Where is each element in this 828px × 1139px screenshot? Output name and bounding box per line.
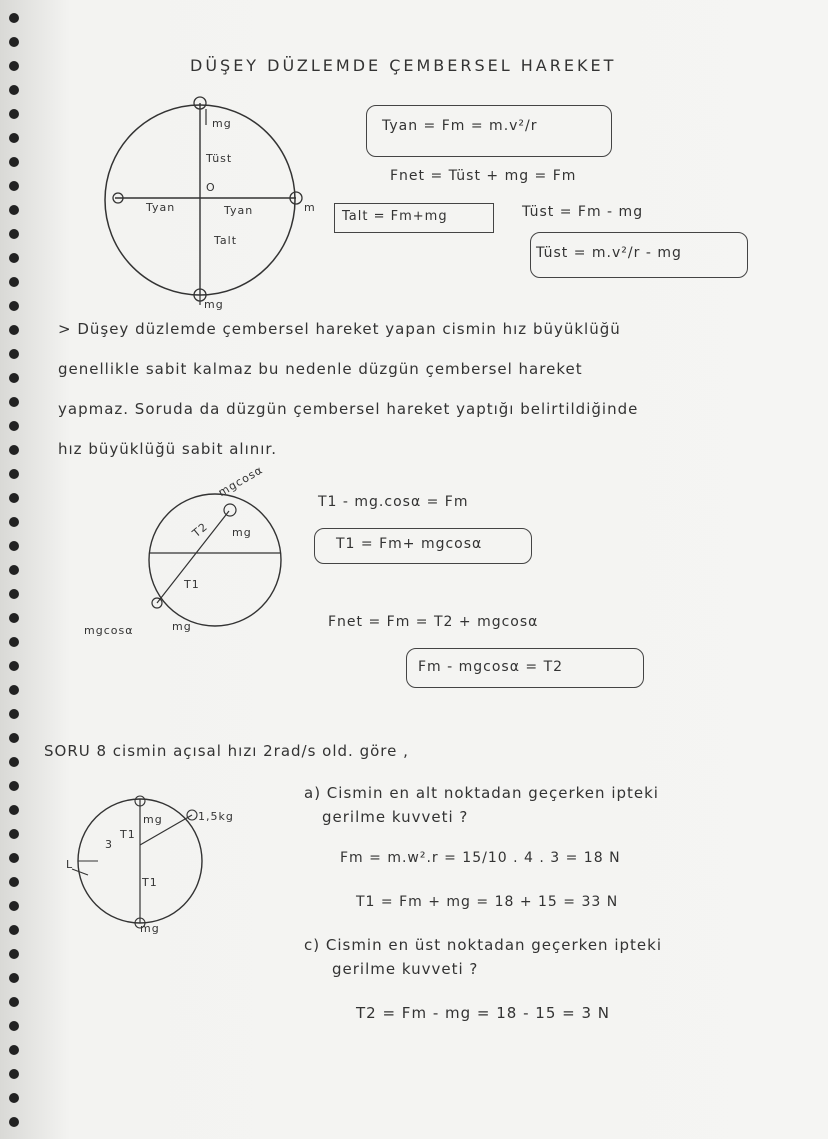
q-a-calc2: T1 = Fm + mg = 18 + 15 = 33 N — [356, 894, 619, 910]
q-a-line2: gerilme kuvveti ? — [322, 808, 469, 826]
d2-mgcos-bottom: mgcosα — [84, 624, 134, 637]
q-c-line1: c) Cismin en üst noktadan geçerken ipteki — [304, 936, 662, 954]
d1-center: O — [206, 181, 216, 194]
paragraph-line-2: genellikle sabit kalmaz bu nedenle düzgün çembersel hareket — [58, 360, 583, 378]
d2-t1: T1 — [184, 578, 200, 591]
eq2: T1 = Fm+ mgcosα — [336, 536, 483, 552]
d1-top-mg: mg — [212, 117, 232, 130]
d1-bottom-tension: Talt — [214, 234, 238, 247]
paragraph-line-4: hız büyüklüğü sabit alınır. — [58, 440, 277, 458]
q-radius: 3 — [105, 838, 113, 851]
paragraph-line-1: > Düşey düzlemde çembersel hareket yapan cismin hız büyüklüğü — [58, 320, 621, 338]
q-mg-top: mg — [143, 813, 163, 826]
q-a-calc1: Fm = m.w².r = 15/10 . 4 . 3 = 18 N — [340, 850, 621, 866]
paragraph-line-3: yapmaz. Soruda da düzgün çembersel hareket yaptığı belirtildiğinde — [58, 400, 639, 418]
q-mass: 1,5kg — [198, 810, 234, 823]
vertical-circle-diagram — [100, 95, 320, 310]
tyan-formula: Tyan = Fm = m.v²/r — [382, 118, 538, 134]
q-L: L — [66, 858, 74, 871]
eq1: T1 - mg.cosα = Fm — [318, 494, 469, 510]
fnet-formula: Fnet = Tüst + mg = Fm — [390, 168, 577, 184]
q-tn: T1 — [142, 876, 158, 889]
eq3: Fnet = Fm = T2 + mgcosα — [328, 614, 539, 630]
d2-t2: T2 — [190, 519, 211, 540]
tust-formula: Tüst = Fm - mg — [522, 204, 644, 220]
d1-right-mass: m — [304, 201, 316, 214]
talt-formula: Talt = Fm+mg — [342, 209, 448, 224]
d1-top-tension: Tüst — [206, 152, 233, 165]
spiral-binding — [0, 0, 40, 1139]
q-c-line2: gerilme kuvveti ? — [332, 960, 479, 978]
q-t1: T1 — [120, 828, 136, 841]
d1-right-tension: Tyan — [224, 204, 254, 217]
d1-bottom-mg: mg — [204, 298, 224, 311]
angle-circle-diagram — [135, 495, 305, 645]
d2-mg-top: mg — [232, 526, 252, 539]
question-header: SORU 8 cismin açısal hızı 2rad/s old. göre , — [44, 742, 409, 760]
q-a-line1: a) Cismin en alt noktadan geçerken ipteki — [304, 784, 659, 802]
eq4: Fm - mgcosα = T2 — [418, 659, 564, 675]
d1-left-tension: Tyan — [146, 201, 176, 214]
tust2-formula: Tüst = m.v²/r - mg — [536, 245, 682, 261]
d2-mgcos-top: mgcosα — [216, 463, 266, 500]
d2-mg-bottom: mg — [172, 620, 192, 633]
q-c-calc: T2 = Fm - mg = 18 - 15 = 3 N — [356, 1004, 610, 1022]
page-title: DÜŞEY DÜZLEMDE ÇEMBERSEL HAREKET — [190, 56, 617, 75]
q-mg-bottom: mg — [140, 922, 160, 935]
